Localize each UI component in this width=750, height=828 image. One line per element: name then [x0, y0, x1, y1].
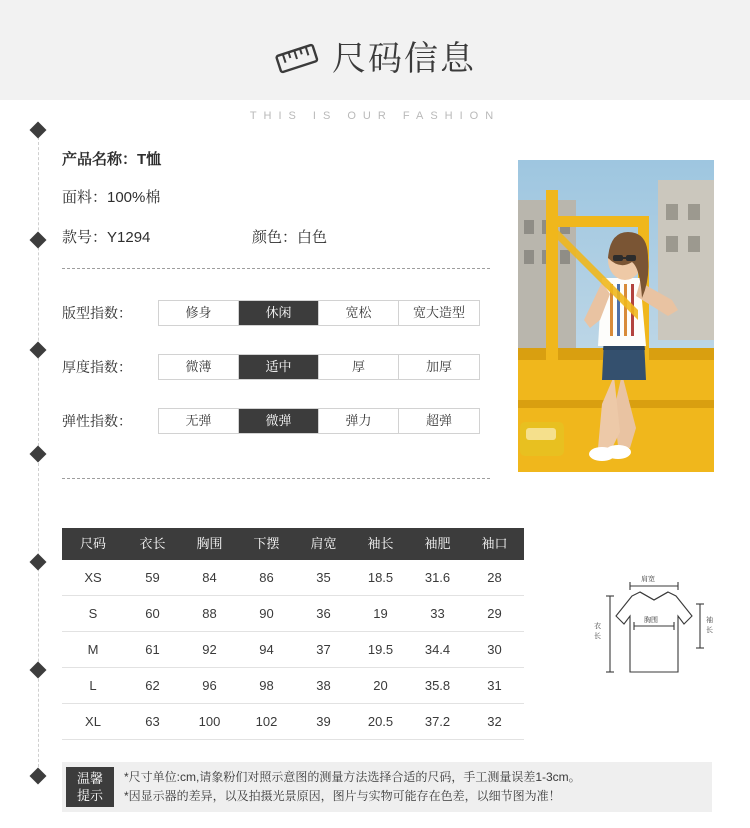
cell-shoulder: 39	[316, 714, 331, 729]
product-name: 产品名称：T恤	[62, 151, 162, 168]
notice-badge-line2: 提示	[76, 788, 103, 803]
index-label-fit: 版型指数：	[62, 305, 132, 321]
cell-length: 59	[145, 570, 160, 585]
cell-bust: 84	[202, 570, 217, 585]
index-option-elasticity-0[interactable]: 无弹	[159, 409, 239, 433]
index-option-fit-1[interactable]: 休闲	[239, 301, 319, 325]
cell-sleeve-length: 20	[373, 678, 388, 693]
col-header-sleeve-length: 袖长	[367, 536, 394, 551]
cell-cuff: 30	[487, 642, 502, 657]
index-option-thickness-1[interactable]: 适中	[239, 355, 319, 379]
diagram-label-sleeve: 袖	[706, 617, 713, 624]
cell-cuff: 32	[487, 714, 502, 729]
diagram-label-length-2: 长	[594, 633, 601, 640]
diamond-marker	[30, 342, 47, 359]
notice-badge	[66, 767, 114, 807]
index-row-elasticity	[62, 408, 480, 434]
col-header-sleeve-width: 袖肥	[424, 536, 451, 551]
cell-sleeve-length: 19.5	[367, 642, 394, 657]
model-photo	[518, 160, 714, 472]
notice-line-1: *尺寸单位:cm,请象粉们对照示意图的测量方法选择合适的尺码，手工测量误差1-3cm。	[124, 770, 581, 784]
divider-bottom	[62, 478, 490, 479]
cell-length: 60	[145, 606, 160, 621]
size-table	[62, 528, 524, 740]
index-row-fit	[62, 300, 480, 326]
col-header-cuff: 袖口	[481, 536, 508, 551]
cell-bust: 92	[202, 642, 217, 657]
table-row	[62, 596, 524, 632]
index-option-elasticity-1[interactable]: 微弹	[239, 409, 319, 433]
index-option-thickness-3[interactable]: 加厚	[399, 355, 479, 379]
notice-line-2: *因显示器的差异，以及拍摄光景原因，图片与实物可能存在色差，以细节图为准！	[124, 789, 561, 803]
notice-box	[62, 762, 712, 812]
product-fabric: 面料：100%棉	[62, 189, 161, 206]
cell-length: 61	[145, 642, 160, 657]
col-header-bust: 胸围	[196, 536, 223, 551]
cell-length: 62	[145, 678, 160, 693]
divider-top	[62, 268, 490, 269]
header-subtitle: THIS IS OUR FASHION	[249, 109, 501, 122]
header-inner	[0, 16, 750, 122]
cell-cuff: 28	[487, 570, 502, 585]
page-title: 尺码信息	[332, 39, 476, 78]
cell-hem: 90	[259, 606, 274, 621]
table-row	[62, 632, 524, 668]
cell-hem: 98	[259, 678, 274, 693]
size-table-header	[62, 528, 524, 560]
index-option-elasticity-2[interactable]: 弹力	[319, 409, 399, 433]
cell-shoulder: 38	[316, 678, 331, 693]
ruler-icon	[274, 39, 320, 79]
index-option-fit-2[interactable]: 宽松	[319, 301, 399, 325]
notice-badge-line1: 温馨	[76, 771, 103, 786]
col-header-length: 衣长	[139, 536, 166, 551]
diagram-label-sleeve-2: 长	[706, 627, 713, 634]
index-options-fit[interactable]	[158, 300, 480, 326]
diamond-marker	[30, 554, 47, 571]
cell-cuff: 31	[487, 678, 502, 693]
cell-shoulder: 37	[316, 642, 331, 657]
garment-diagram	[588, 572, 720, 696]
cell-hem: 94	[259, 642, 274, 657]
index-option-fit-0[interactable]: 修身	[159, 301, 239, 325]
notice-text	[124, 768, 581, 806]
cell-bust: 96	[202, 678, 217, 693]
col-header-size: 尺码	[79, 536, 106, 551]
cell-bust: 88	[202, 606, 217, 621]
index-options-thickness[interactable]	[158, 354, 480, 380]
index-options-elasticity[interactable]	[158, 408, 480, 434]
cell-size: XL	[85, 714, 101, 729]
diagram-label-length: 衣	[594, 623, 601, 630]
cell-shoulder: 36	[316, 606, 331, 621]
cell-cuff: 29	[487, 606, 502, 621]
cell-sleeve-width: 35.8	[424, 678, 451, 693]
index-option-elasticity-3[interactable]: 超弹	[399, 409, 479, 433]
cell-sleeve-length: 18.5	[367, 570, 394, 585]
table-row	[62, 560, 524, 596]
diamond-marker	[30, 446, 47, 463]
cell-sleeve-width: 33	[430, 606, 445, 621]
cell-sleeve-width: 31.6	[424, 570, 451, 585]
cell-hem: 102	[255, 714, 278, 729]
product-style-no: 款号：Y1294	[62, 229, 151, 246]
cell-size: XS	[84, 570, 102, 585]
cell-sleeve-width: 34.4	[424, 642, 451, 657]
page-header	[0, 0, 750, 122]
diamond-marker	[30, 768, 47, 785]
col-header-shoulder: 肩宽	[310, 536, 337, 551]
product-style-color-row	[62, 226, 492, 247]
col-header-hem: 下摆	[253, 536, 280, 551]
diamond-marker	[30, 232, 47, 249]
product-info	[62, 150, 492, 265]
cell-hem: 86	[259, 570, 274, 585]
cell-sleeve-length: 20.5	[367, 714, 394, 729]
diagram-label-shoulder: 肩宽	[641, 576, 655, 583]
header-title-row	[0, 16, 750, 102]
cell-size: S	[88, 606, 98, 621]
cell-bust: 100	[198, 714, 221, 729]
product-color: 颜色：白色	[252, 229, 328, 246]
cell-shoulder: 35	[316, 570, 331, 585]
diagram-label-bust: 胸围	[644, 617, 658, 624]
index-label-thickness: 厚度指数：	[62, 359, 132, 375]
diamond-marker	[30, 122, 47, 139]
cell-sleeve-length: 19	[373, 606, 388, 621]
index-option-thickness-0[interactable]: 微薄	[159, 355, 239, 379]
index-row-thickness	[62, 354, 480, 380]
cell-sleeve-width: 37.2	[424, 714, 451, 729]
index-option-fit-3[interactable]: 宽大造型	[399, 301, 479, 325]
index-label-elasticity: 弹性指数：	[62, 413, 132, 429]
cell-length: 63	[145, 714, 160, 729]
cell-size: L	[89, 678, 97, 693]
index-option-thickness-2[interactable]: 厚	[319, 355, 399, 379]
diamond-marker	[30, 662, 47, 679]
cell-size: M	[87, 642, 99, 657]
table-row	[62, 704, 524, 740]
table-row	[62, 668, 524, 704]
